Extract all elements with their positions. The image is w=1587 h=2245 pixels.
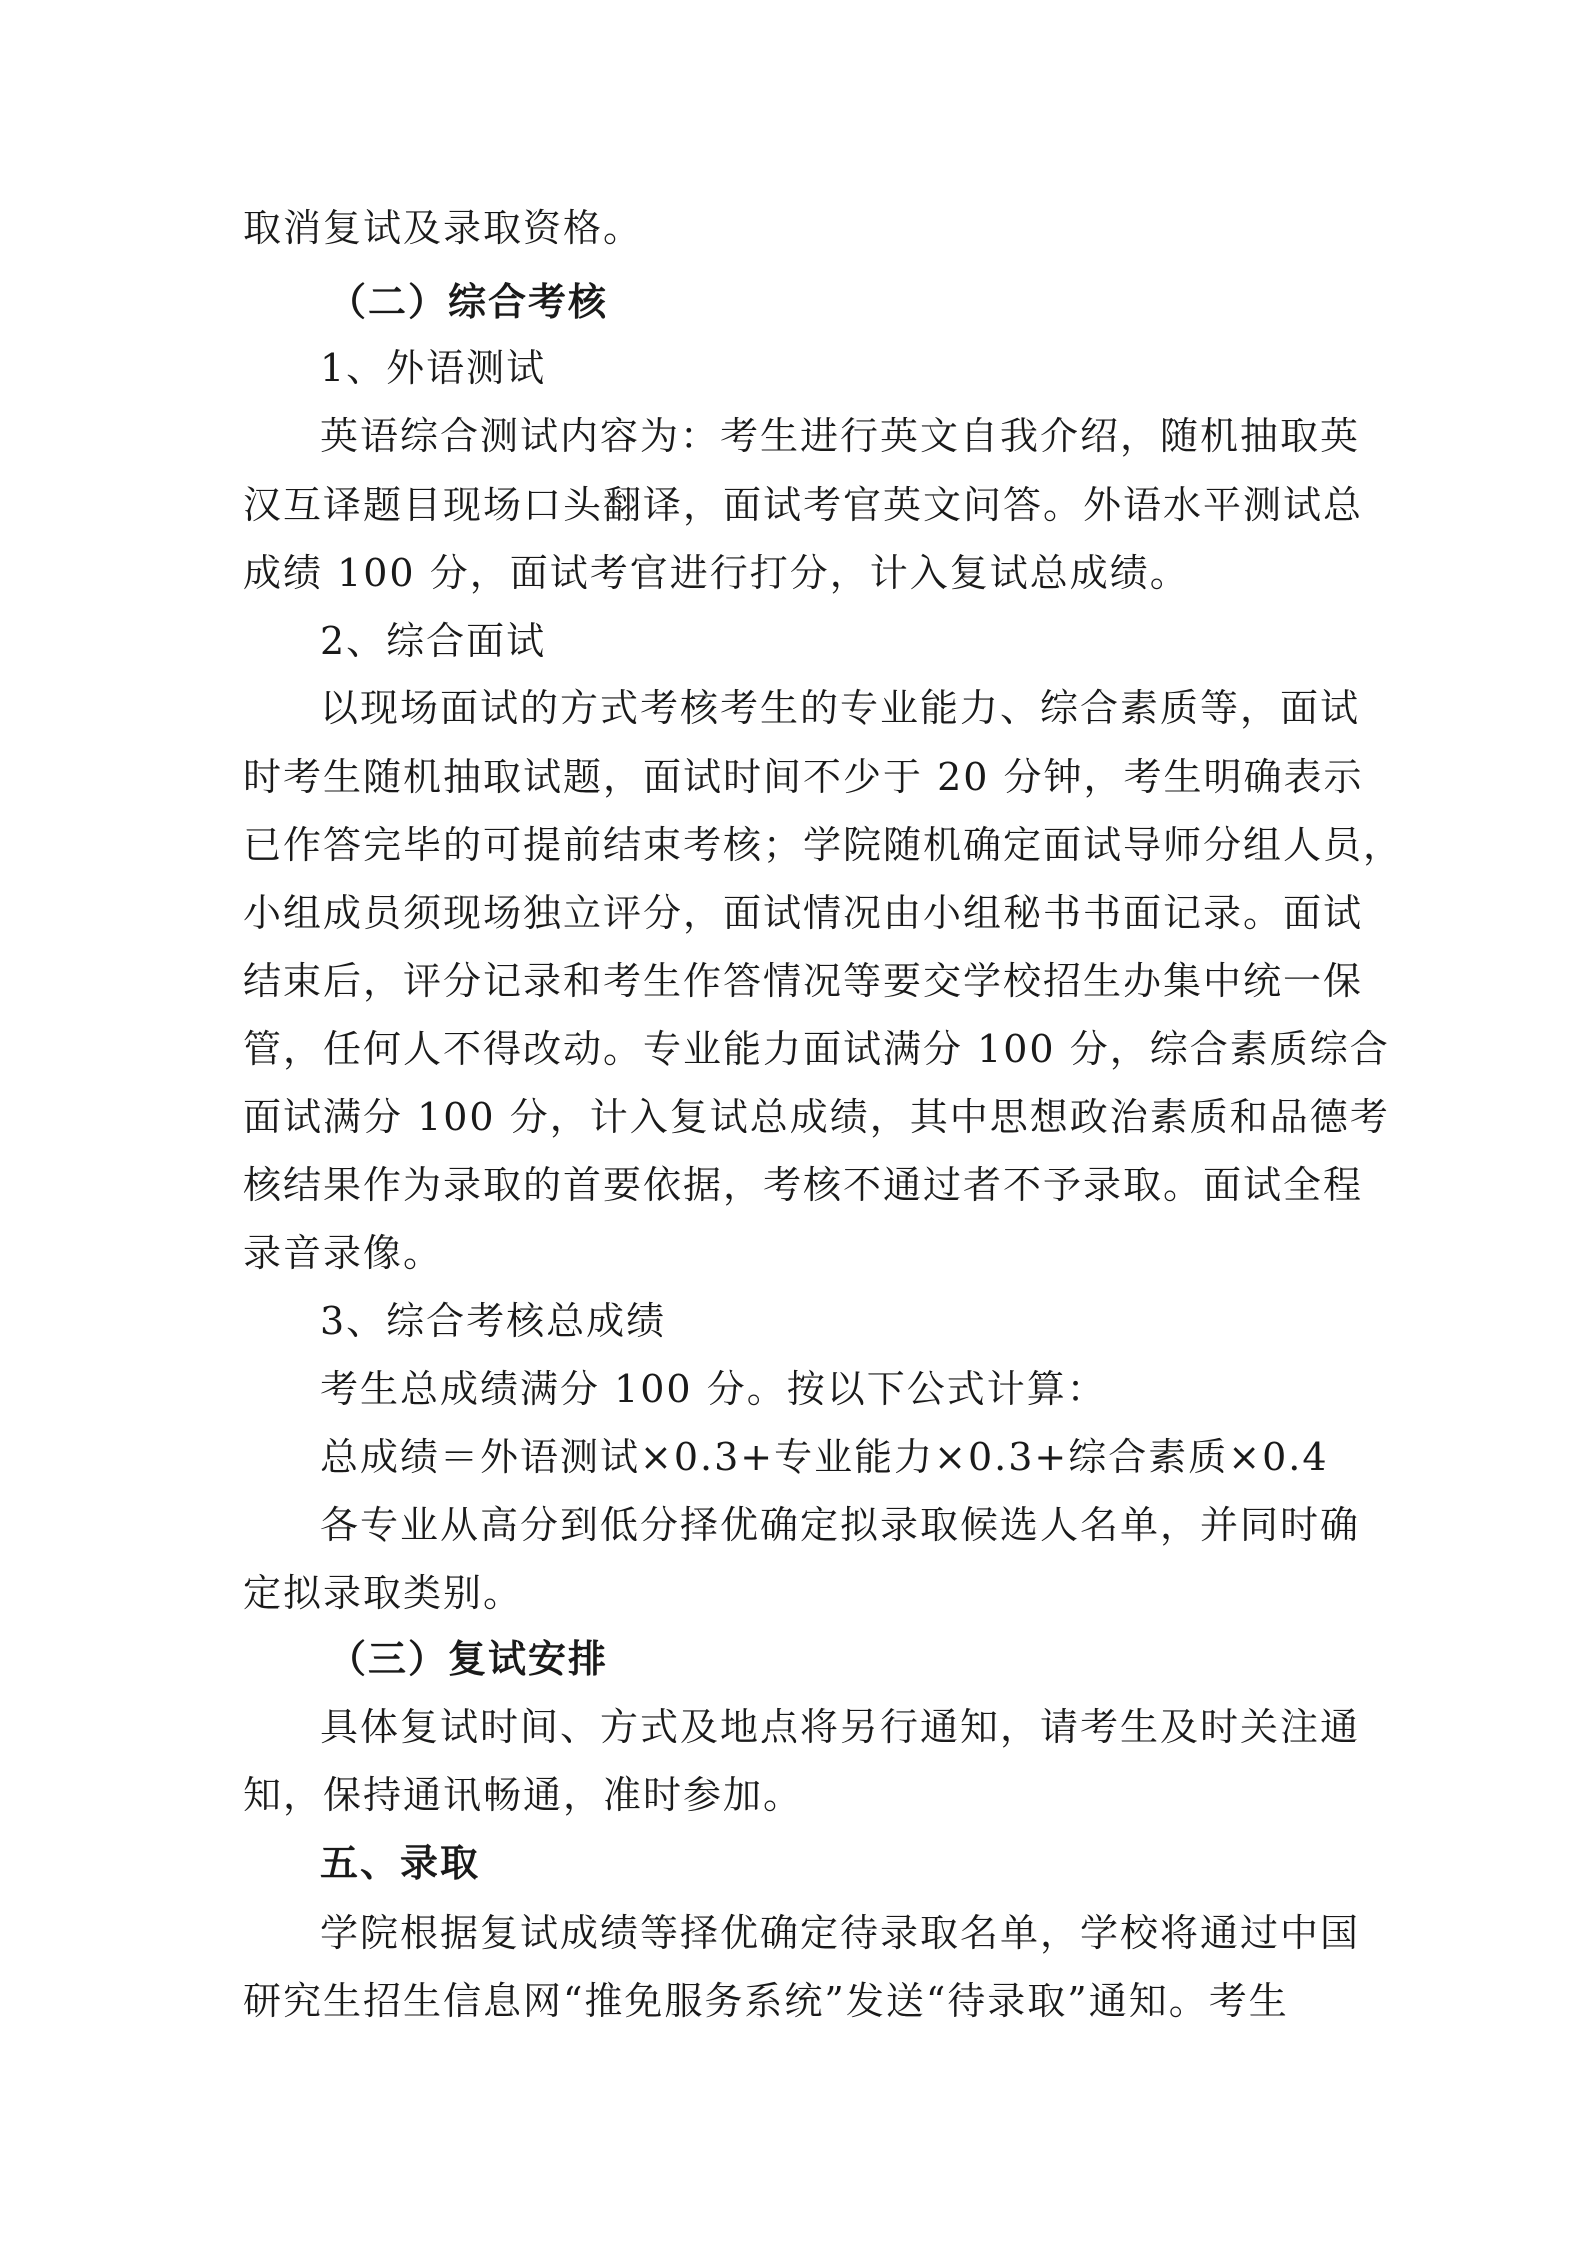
paragraph-line: 英语综合测试内容为：考生进行英文自我介绍，随机抽取英 [320,414,1361,458]
paragraph-line: 录音录像。 [243,1231,444,1275]
paragraph-line: 结束后，评分记录和考生作答情况等要交学校招生办集中统一保 [243,959,1364,1003]
paragraph-line: 具体复试时间、方式及地点将另行通知，请考生及时关注通 [320,1705,1361,1749]
paragraph-line: 成绩 100 分，面试考官进行打分，计入复试总成绩。 [243,551,1190,595]
paragraph-line: 考生总成绩满分 100 分。按以下公式计算： [320,1367,1107,1411]
paragraph-line: 已作答完毕的可提前结束考核；学院随机确定面试导师分组人员， [243,823,1404,867]
paragraph-line: 研究生招生信息网“推免服务系统”发送“待录取”通知。考生 [243,1979,1289,2023]
section-heading-retest-arrangement: （三）复试安排 [328,1636,609,1681]
paragraph-line: 知，保持通讯畅通，准时参加。 [243,1773,804,1817]
paragraph-line: 核结果作为录取的首要依据，考核不通过者不予录取。面试全程 [243,1163,1364,1207]
paragraph-line: 定拟录取类别。 [243,1571,524,1615]
paragraph-line: 各专业从高分到低分择优确定拟录取候选人名单，并同时确 [320,1503,1361,1547]
section-heading-admission: 五、录取 [320,1840,481,1885]
paragraph-line: 取消复试及录取资格。 [243,206,644,250]
section-heading-comprehensive-assessment: （二）综合考核 [328,279,609,324]
paragraph-line: 以现场面试的方式考核考生的专业能力、综合素质等，面试 [320,686,1361,730]
paragraph-line: 汉互译题目现场口头翻译，面试考官英文问答。外语水平测试总 [243,483,1364,527]
paragraph-line: 学院根据复试成绩等择优确定待录取名单，学校将通过中国 [320,1911,1361,1955]
paragraph-line: 面试满分 100 分，计入复试总成绩，其中思想政治素质和品德考 [243,1095,1390,1139]
subheading-total-assessment-score: 3、综合考核总成绩 [320,1299,667,1343]
score-formula: 总成绩＝外语测试×0.3+专业能力×0.3+综合素质×0.4 [320,1435,1329,1479]
paragraph-line: 小组成员须现场独立评分，面试情况由小组秘书书面记录。面试 [243,891,1364,935]
paragraph-line: 时考生随机抽取试题，面试时间不少于 20 分钟，考生明确表示 [243,755,1364,799]
subheading-foreign-language-test: 1、外语测试 [320,346,547,390]
paragraph-line: 管，任何人不得改动。专业能力面试满分 100 分，综合素质综合 [243,1027,1390,1071]
subheading-comprehensive-interview: 2、综合面试 [320,619,547,663]
